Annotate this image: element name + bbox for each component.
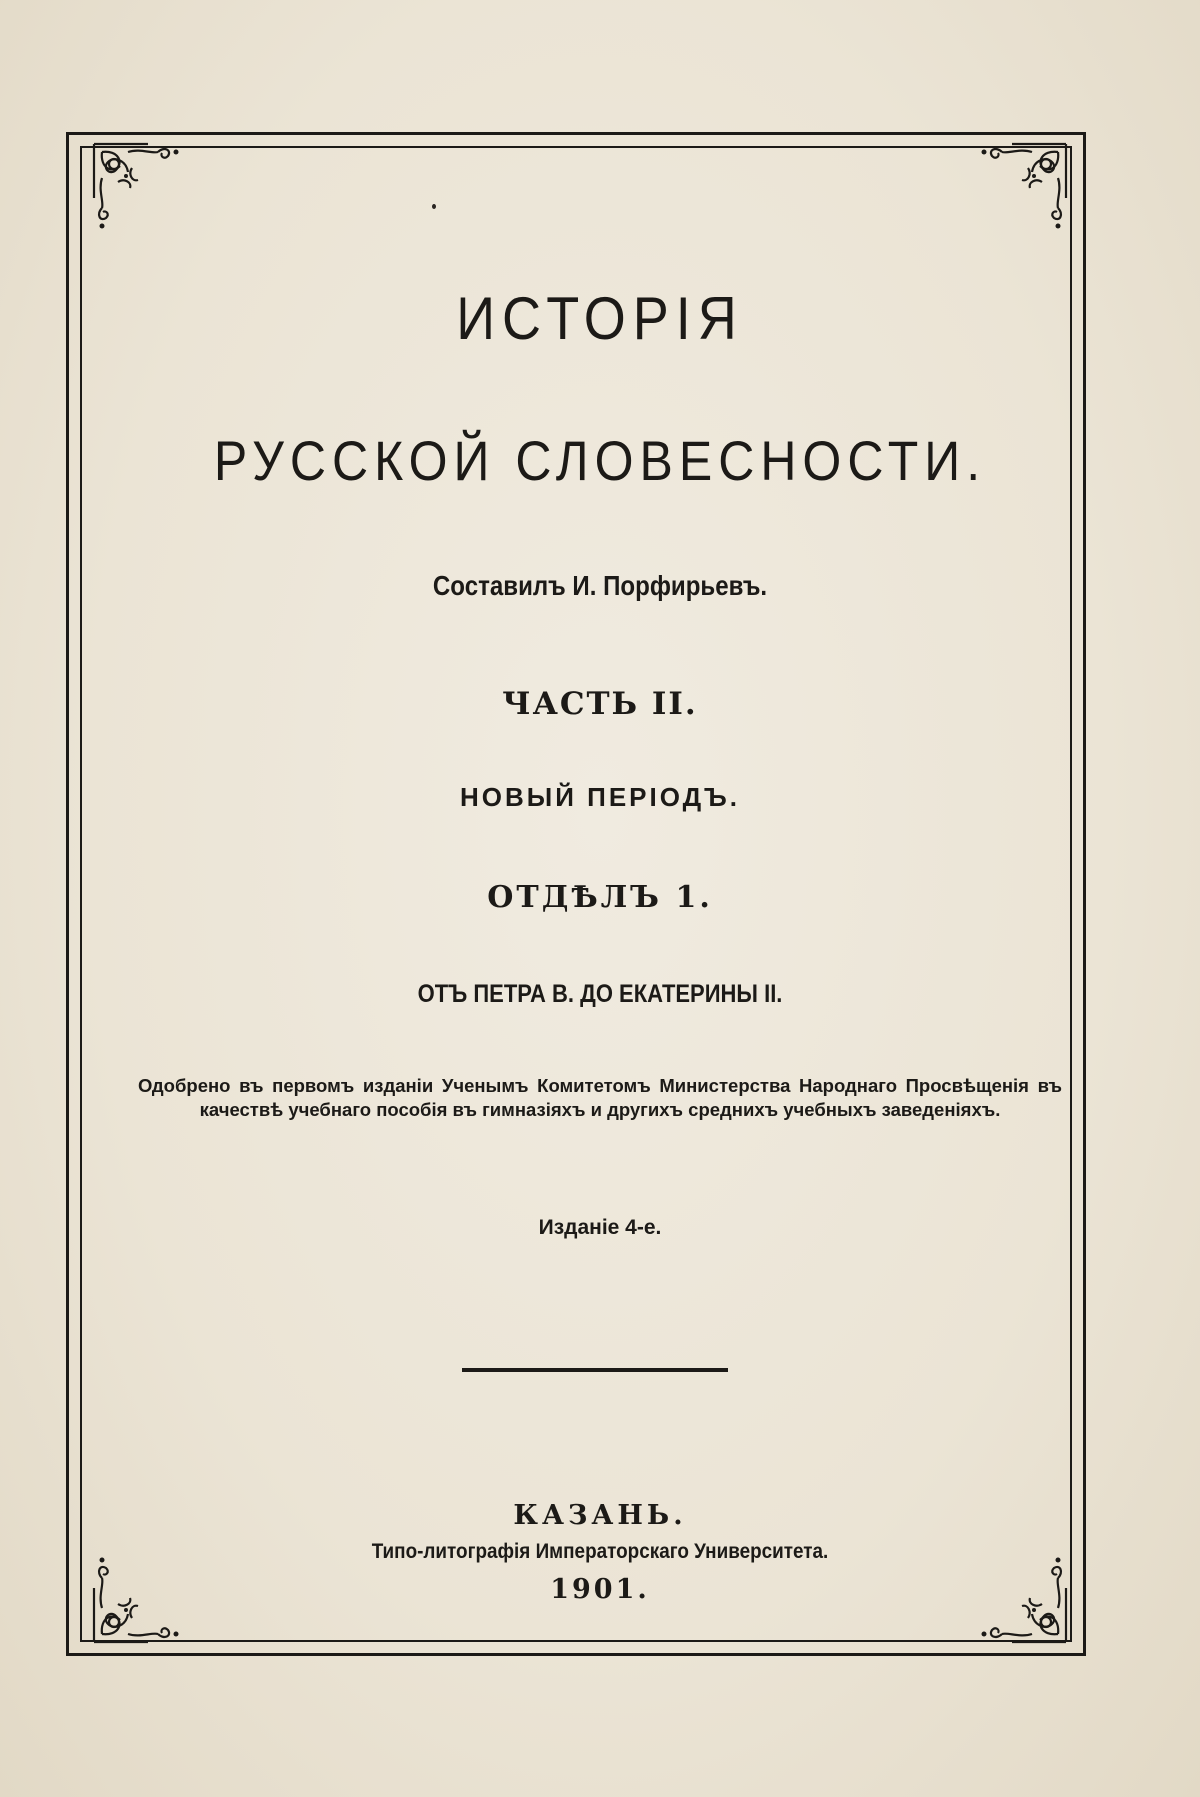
range-subtitle: ОТЪ ПЕТРА В. ДО ЕКАТЕРИНЫ II. xyxy=(417,980,783,1008)
part-heading: ЧАСТЬ II. xyxy=(502,686,698,722)
horizontal-rule xyxy=(462,1368,728,1372)
corner-ornament-top-left xyxy=(88,138,198,248)
approval-note: Одобрено въ первомъ изданіи Ученымъ Комитетомъ Министерства Народнаго Просвѣщенія въ качествѣ учебнаго пособія въ гимназіяхъ и другихъ среднихъ учебныхъ заведеніяхъ. xyxy=(138,1075,1062,1120)
author-line: Составилъ И. Порфирьевъ. xyxy=(432,570,768,601)
imprint-city: КАЗАНЬ. xyxy=(513,1500,687,1531)
imprint-printer: Типо-литографія Императорскаго Университета. xyxy=(371,1540,829,1563)
title-line-2: РУССКОЙ СЛОВЕСНОСТИ. xyxy=(213,429,987,493)
ink-speck xyxy=(432,204,436,209)
corner-ornament-top-right xyxy=(962,138,1072,248)
title-line-1: ИСТОРІЯ xyxy=(456,285,744,353)
period-heading: НОВЫЙ ПЕРІОДЪ. xyxy=(460,782,740,812)
section-heading: ОТДѢЛЪ 1. xyxy=(487,880,713,915)
edition-line: Изданіе 4-е. xyxy=(538,1216,662,1239)
imprint-year: 1901. xyxy=(550,1574,650,1605)
